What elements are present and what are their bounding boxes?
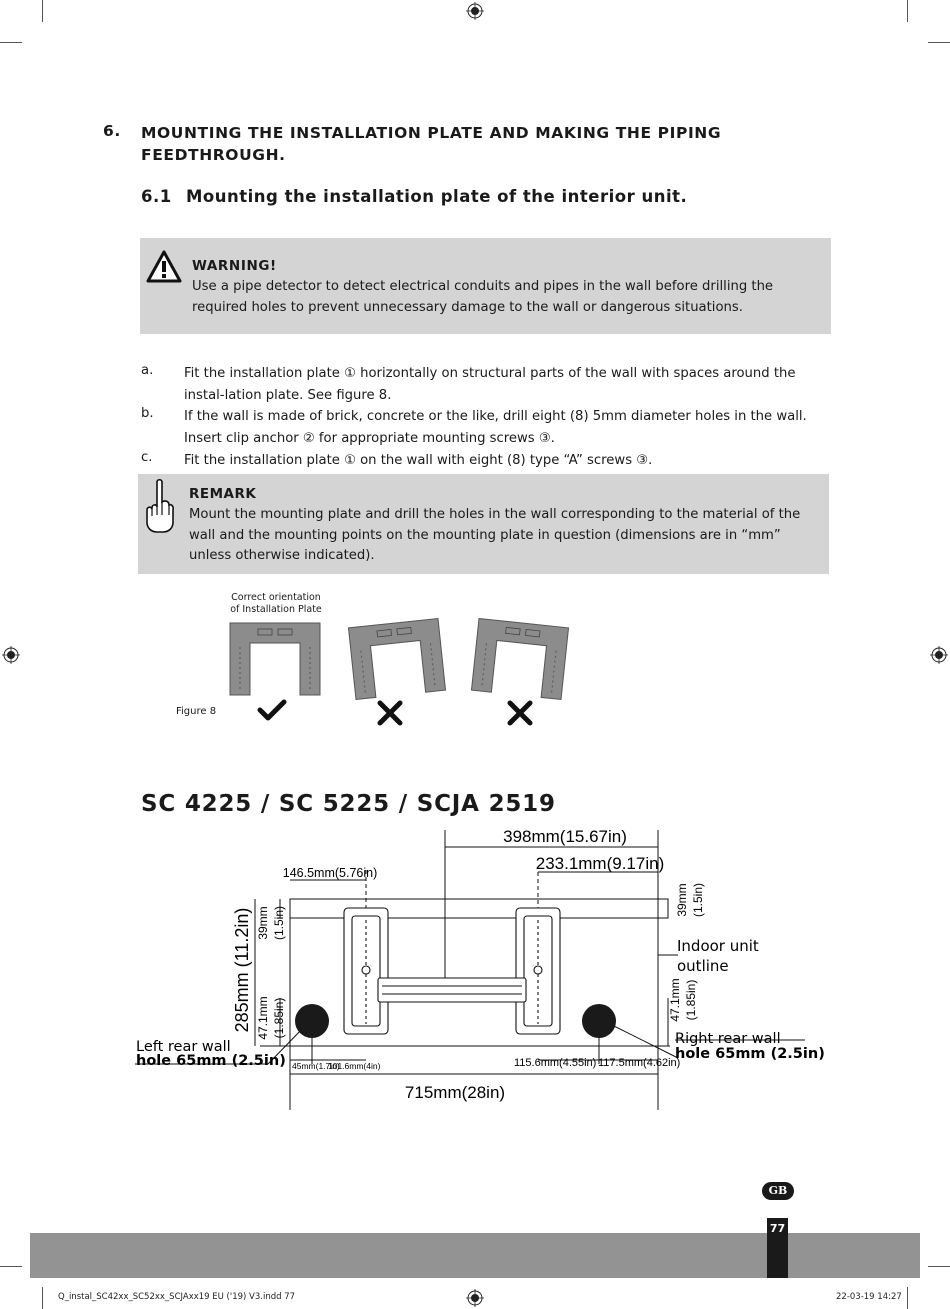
dim-115: 115.6mm(4.55in) [514,1057,597,1069]
cross-icon [510,703,530,723]
model-title: SC 4225 / SC 5225 / SCJA 2519 [141,791,556,817]
cross-bar [378,978,526,1002]
remark-text: Mount the mounting plate and drill the holes in the wall corresponding to the material of the wall and the mounting points on the mounting plate in question (dimensions are in “mm” unless otherwise indicated). [189,507,801,563]
registration-mark-icon [2,646,20,664]
step-marker: a. [141,363,154,378]
dim-285: 285mm (11.2in) [232,907,252,1033]
dim-45: 45mm(1.7in) [292,1061,340,1071]
dim-101: 101.6mm(4in) [328,1061,381,1071]
dim-47-left-mm: 47.1mm [256,996,270,1040]
dim-47-right-mm: 47.1mm [668,978,682,1022]
crop-mark [42,0,43,22]
section-number: 6. [103,122,121,140]
step-text: Fit the installation plate ① on the wall with eight (8) type “A” screws ③. [184,453,653,468]
warning-box [140,238,831,334]
crop-mark [0,42,22,43]
subsection-number: 6.1 [141,187,172,206]
dim-39-right-mm: 39mm [675,883,689,917]
left-bracket [344,908,388,1034]
slug-filename: Q_instal_SC42xx_SC52xx_SCJAxx19 EU ('19) V3.indd 77 [58,1292,296,1302]
warning-text: Use a pipe detector to detect electrical conduits and pipes in the wall before drilling the required holes to prevent unnecessary damage to the wall or dangerous situations. [192,279,774,315]
installation-plate-diagram [130,820,830,1110]
plate-wrong-2 [471,618,568,699]
indoor-outline-label: outline [677,957,729,975]
crop-mark [0,1266,22,1267]
remark-title: REMARK [189,486,257,502]
step-text: Fit the installation plate ① horizontally on structural parts of the wall with spaces around the instal-lation plate. See figure 8. [184,366,796,403]
left-hole-label: Left rear wall [136,1039,231,1055]
registration-mark-icon [466,1289,484,1307]
plate-wrong-1 [348,618,445,699]
dim-47-left-in: (1.85in) [272,997,286,1039]
page-number: 77 [769,1222,786,1235]
right-wall-hole [582,1004,616,1038]
dim-715: 715mm(28in) [404,1083,506,1102]
figure-label: Figure 8 [176,706,217,717]
crop-mark [42,1287,43,1309]
right-bracket [516,908,560,1034]
dim-39-left-mm: 39mm [256,906,270,940]
dim-146: 146.5mm(5.76in) [282,866,378,880]
crop-mark [907,0,908,22]
figure-caption: Correct orientation of Installation Plate [230,592,322,615]
registration-mark-icon [930,646,948,664]
slug-date: 22-03-19 14:27 [836,1292,902,1302]
cross-icon [380,703,400,723]
dim-398: 398mm(15.67in) [503,827,627,846]
step-marker: b. [141,406,154,421]
language-badge: GB [762,1182,794,1200]
crop-mark [907,1287,908,1309]
page-number-tab [767,1218,788,1278]
crop-mark [928,1266,950,1267]
dim-233: 233.1mm(9.17in) [535,854,665,873]
step-marker: c. [141,450,153,465]
subsection-title: Mounting the installation plate of the interior unit. [186,187,688,206]
right-hole-label: hole 65mm (2.5in) [675,1046,825,1062]
dim-39-right-in: (1.5in) [691,882,705,918]
section-title: MOUNTING THE INSTALLATION PLATE AND MAKING THE PIPING FEEDTHROUGH. [141,124,722,164]
dim-39-left-in: (1.5in) [272,905,286,941]
indoor-outline-label: Indoor unit [677,937,759,955]
warning-triangle-icon [146,250,182,283]
plate-correct [230,623,320,695]
remark-box [138,474,829,574]
check-icon [260,702,284,718]
dim-117: 117.5mm(4.62in) [598,1057,681,1069]
dim-47-right-in: (1.85in) [684,979,698,1021]
warning-title: WARNING! [192,258,277,274]
right-hole-label: Right rear wall [675,1031,781,1047]
registration-mark-icon [466,2,484,20]
step-text: If the wall is made of brick, concrete or the like, drill eight (8) 5mm diameter holes in the wall. Insert clip anchor ② for appropriate mounting screws ③. [184,409,807,446]
left-hole-label: hole 65mm (2.5in) [136,1053,286,1069]
figure8-drawing [220,615,580,735]
crop-mark [928,42,950,43]
left-wall-hole [295,1004,329,1038]
pointing-hand-icon [143,478,175,534]
